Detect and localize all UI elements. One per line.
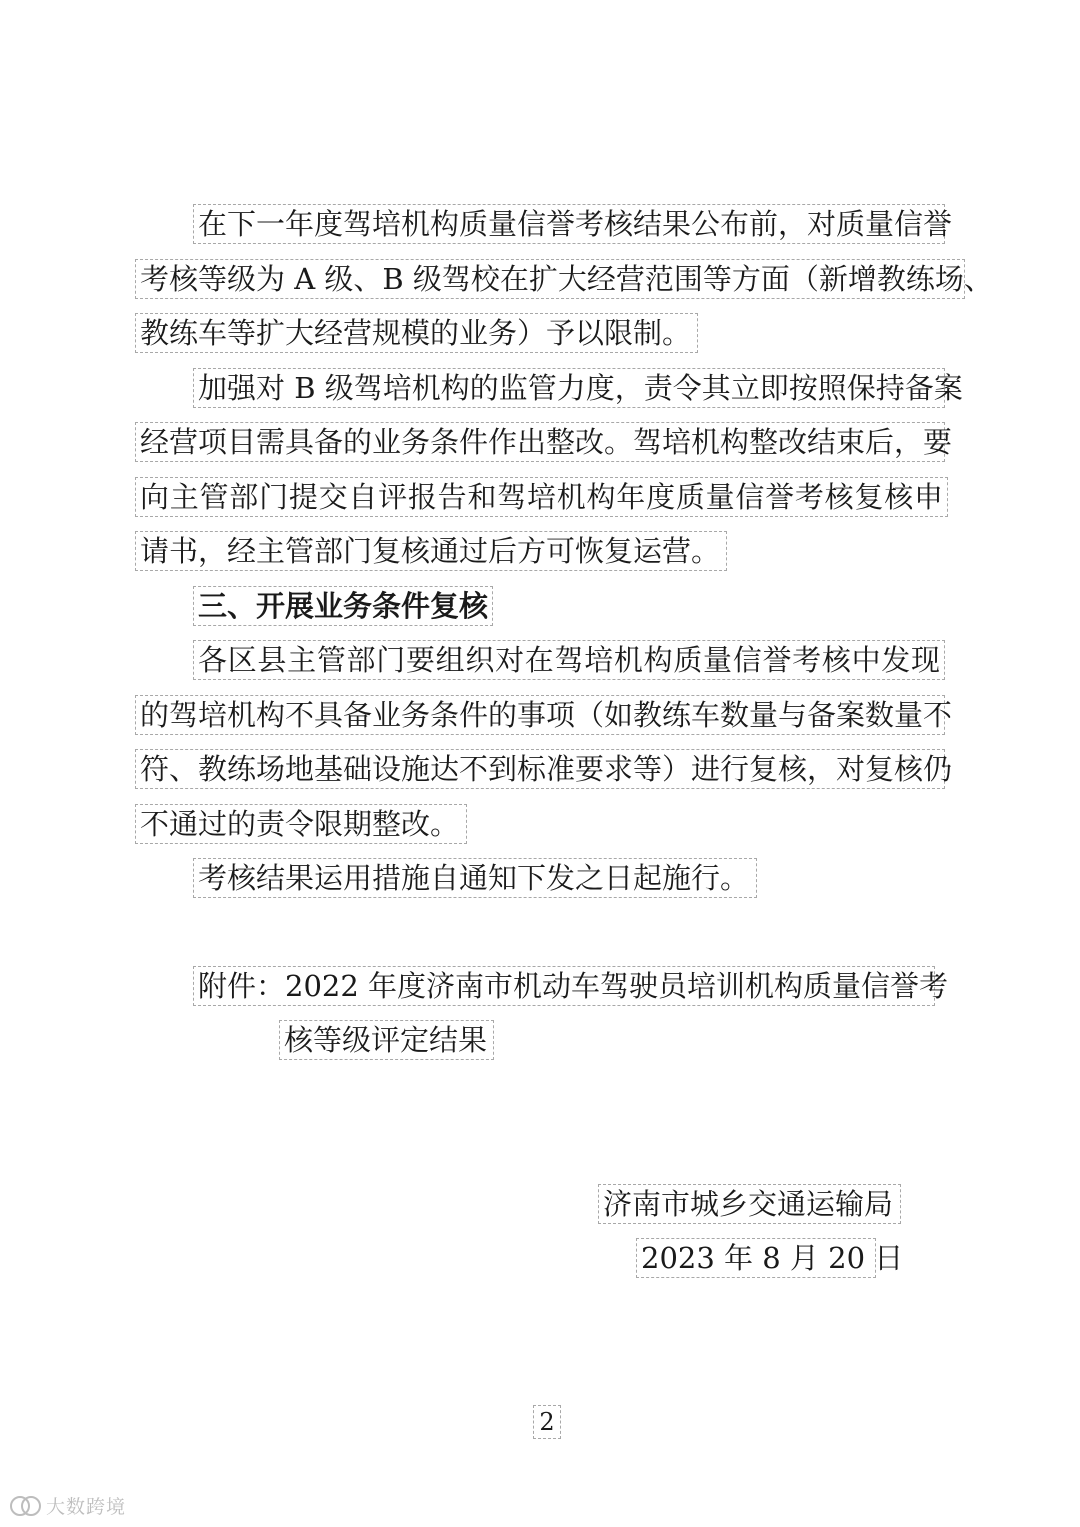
text-line: 请书，经主管部门复核通过后方可恢复运营。 xyxy=(135,531,727,571)
text-line: 各区县主管部门要组织对在驾培机构质量信誉考核中发现 xyxy=(193,640,945,680)
text-line: 符、教练场地基础设施达不到标准要求等）进行复核，对复核仍 xyxy=(135,749,945,789)
text-line: 不通过的责令限期整改。 xyxy=(135,804,467,844)
text-line: 考核等级为 A 级、B 级驾校在扩大经营范围等方面（新增教练场、 xyxy=(135,259,965,299)
text-line: 的驾培机构不具备业务条件的事项（如教练车数量与备案数量不 xyxy=(135,695,945,735)
text-line: 考核结果运用措施自通知下发之日起施行。 xyxy=(193,858,757,898)
text-line: 教练车等扩大经营规模的业务）予以限制。 xyxy=(135,313,698,353)
double-circle-logo-icon xyxy=(10,1494,40,1516)
watermark xyxy=(10,1492,126,1518)
section-heading: 三、开展业务条件复核 xyxy=(193,586,493,626)
attachment-line: 核等级评定结果 xyxy=(279,1020,494,1060)
text-line: 经营项目需具备的业务条件作出整改。驾培机构整改结束后，要 xyxy=(135,422,945,462)
page-number: 2 xyxy=(533,1405,561,1439)
text-line: 加强对 B 级驾培机构的监管力度，责令其立即按照保持备案 xyxy=(193,368,945,408)
attachment-line: 附件：2022 年度济南市机动车驾驶员培训机构质量信誉考 xyxy=(193,966,935,1006)
watermark-text: 大数跨境 xyxy=(46,1495,127,1518)
text-line: 向主管部门提交自评报告和驾培机构年度质量信誉考核复核申 xyxy=(135,477,948,517)
issuer-name: 济南市城乡交通运输局 xyxy=(598,1184,901,1224)
text-line: 在下一年度驾培机构质量信誉考核结果公布前，对质量信誉 xyxy=(193,204,945,244)
issue-date: 2023 年 8 月 20 日 xyxy=(636,1238,876,1278)
